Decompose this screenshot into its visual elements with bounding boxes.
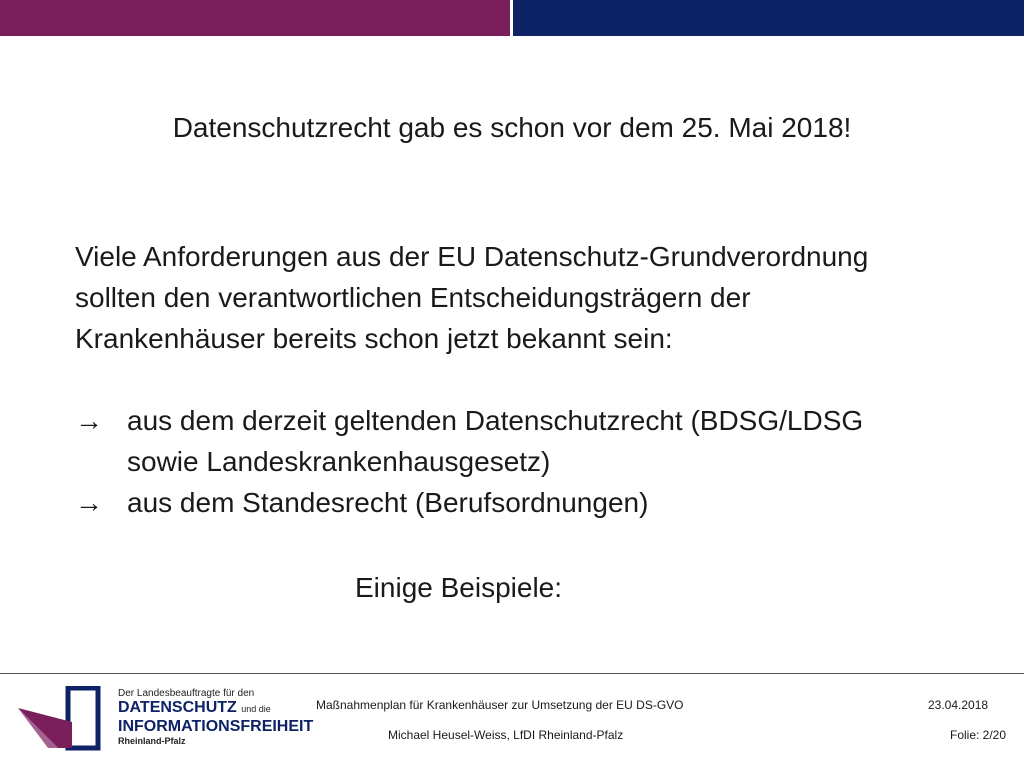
arrow-right-icon: →: [75, 405, 103, 436]
footer-presentation-title: Maßnahmenplan für Krankenhäuser zur Umsetzung der EU DS-GVO: [316, 698, 684, 712]
bullet-list: [75, 400, 975, 523]
logo-line: DATENSCHUTZ und die: [118, 699, 271, 716]
bullet-line: sowie Landeskrankenhausgesetz): [127, 446, 551, 477]
bullet-line: aus dem derzeit geltenden Datenschutzrecht (BDSG/LDSG: [127, 405, 864, 436]
intro-line: Krankenhäuser bereits schon jetzt bekannt sein:: [75, 323, 673, 354]
footer-date: 23.04.2018: [928, 698, 989, 712]
logo-line: Rheinland-Pfalz: [118, 736, 186, 746]
logo-mark-icon: [18, 686, 114, 752]
intro-line: Viele Anforderungen aus der EU Datenschutz-Grundverordnung: [75, 241, 869, 272]
intro-paragraph: [75, 236, 975, 359]
bullet-item: [75, 400, 975, 482]
footer-divider: [0, 673, 1024, 674]
footer-author: Michael Heusel-Weiss, LfDI Rheinland-Pfalz: [388, 728, 624, 742]
header-bar-purple: [0, 0, 510, 36]
intro-line: sollten den verantwortlichen Entscheidungsträgern der: [75, 282, 751, 313]
logo-line: Der Landesbeauftragte für den: [118, 688, 255, 699]
logo-line: INFORMATIONSFREIHEIT: [118, 718, 314, 735]
examples-heading: Einige Beispiele:: [355, 572, 563, 603]
slide-title: Datenschutzrecht gab es schon vor dem 25. Mai 2018!: [172, 112, 852, 143]
footer-slide-number: Folie: 2/20: [950, 728, 1007, 742]
arrow-right-icon: →: [75, 487, 103, 518]
bullet-line: aus dem Standesrecht (Berufsordnungen): [127, 487, 649, 518]
bullet-item: [75, 482, 975, 523]
header-bar-navy: [513, 0, 1024, 36]
organization-logo: [18, 686, 314, 752]
